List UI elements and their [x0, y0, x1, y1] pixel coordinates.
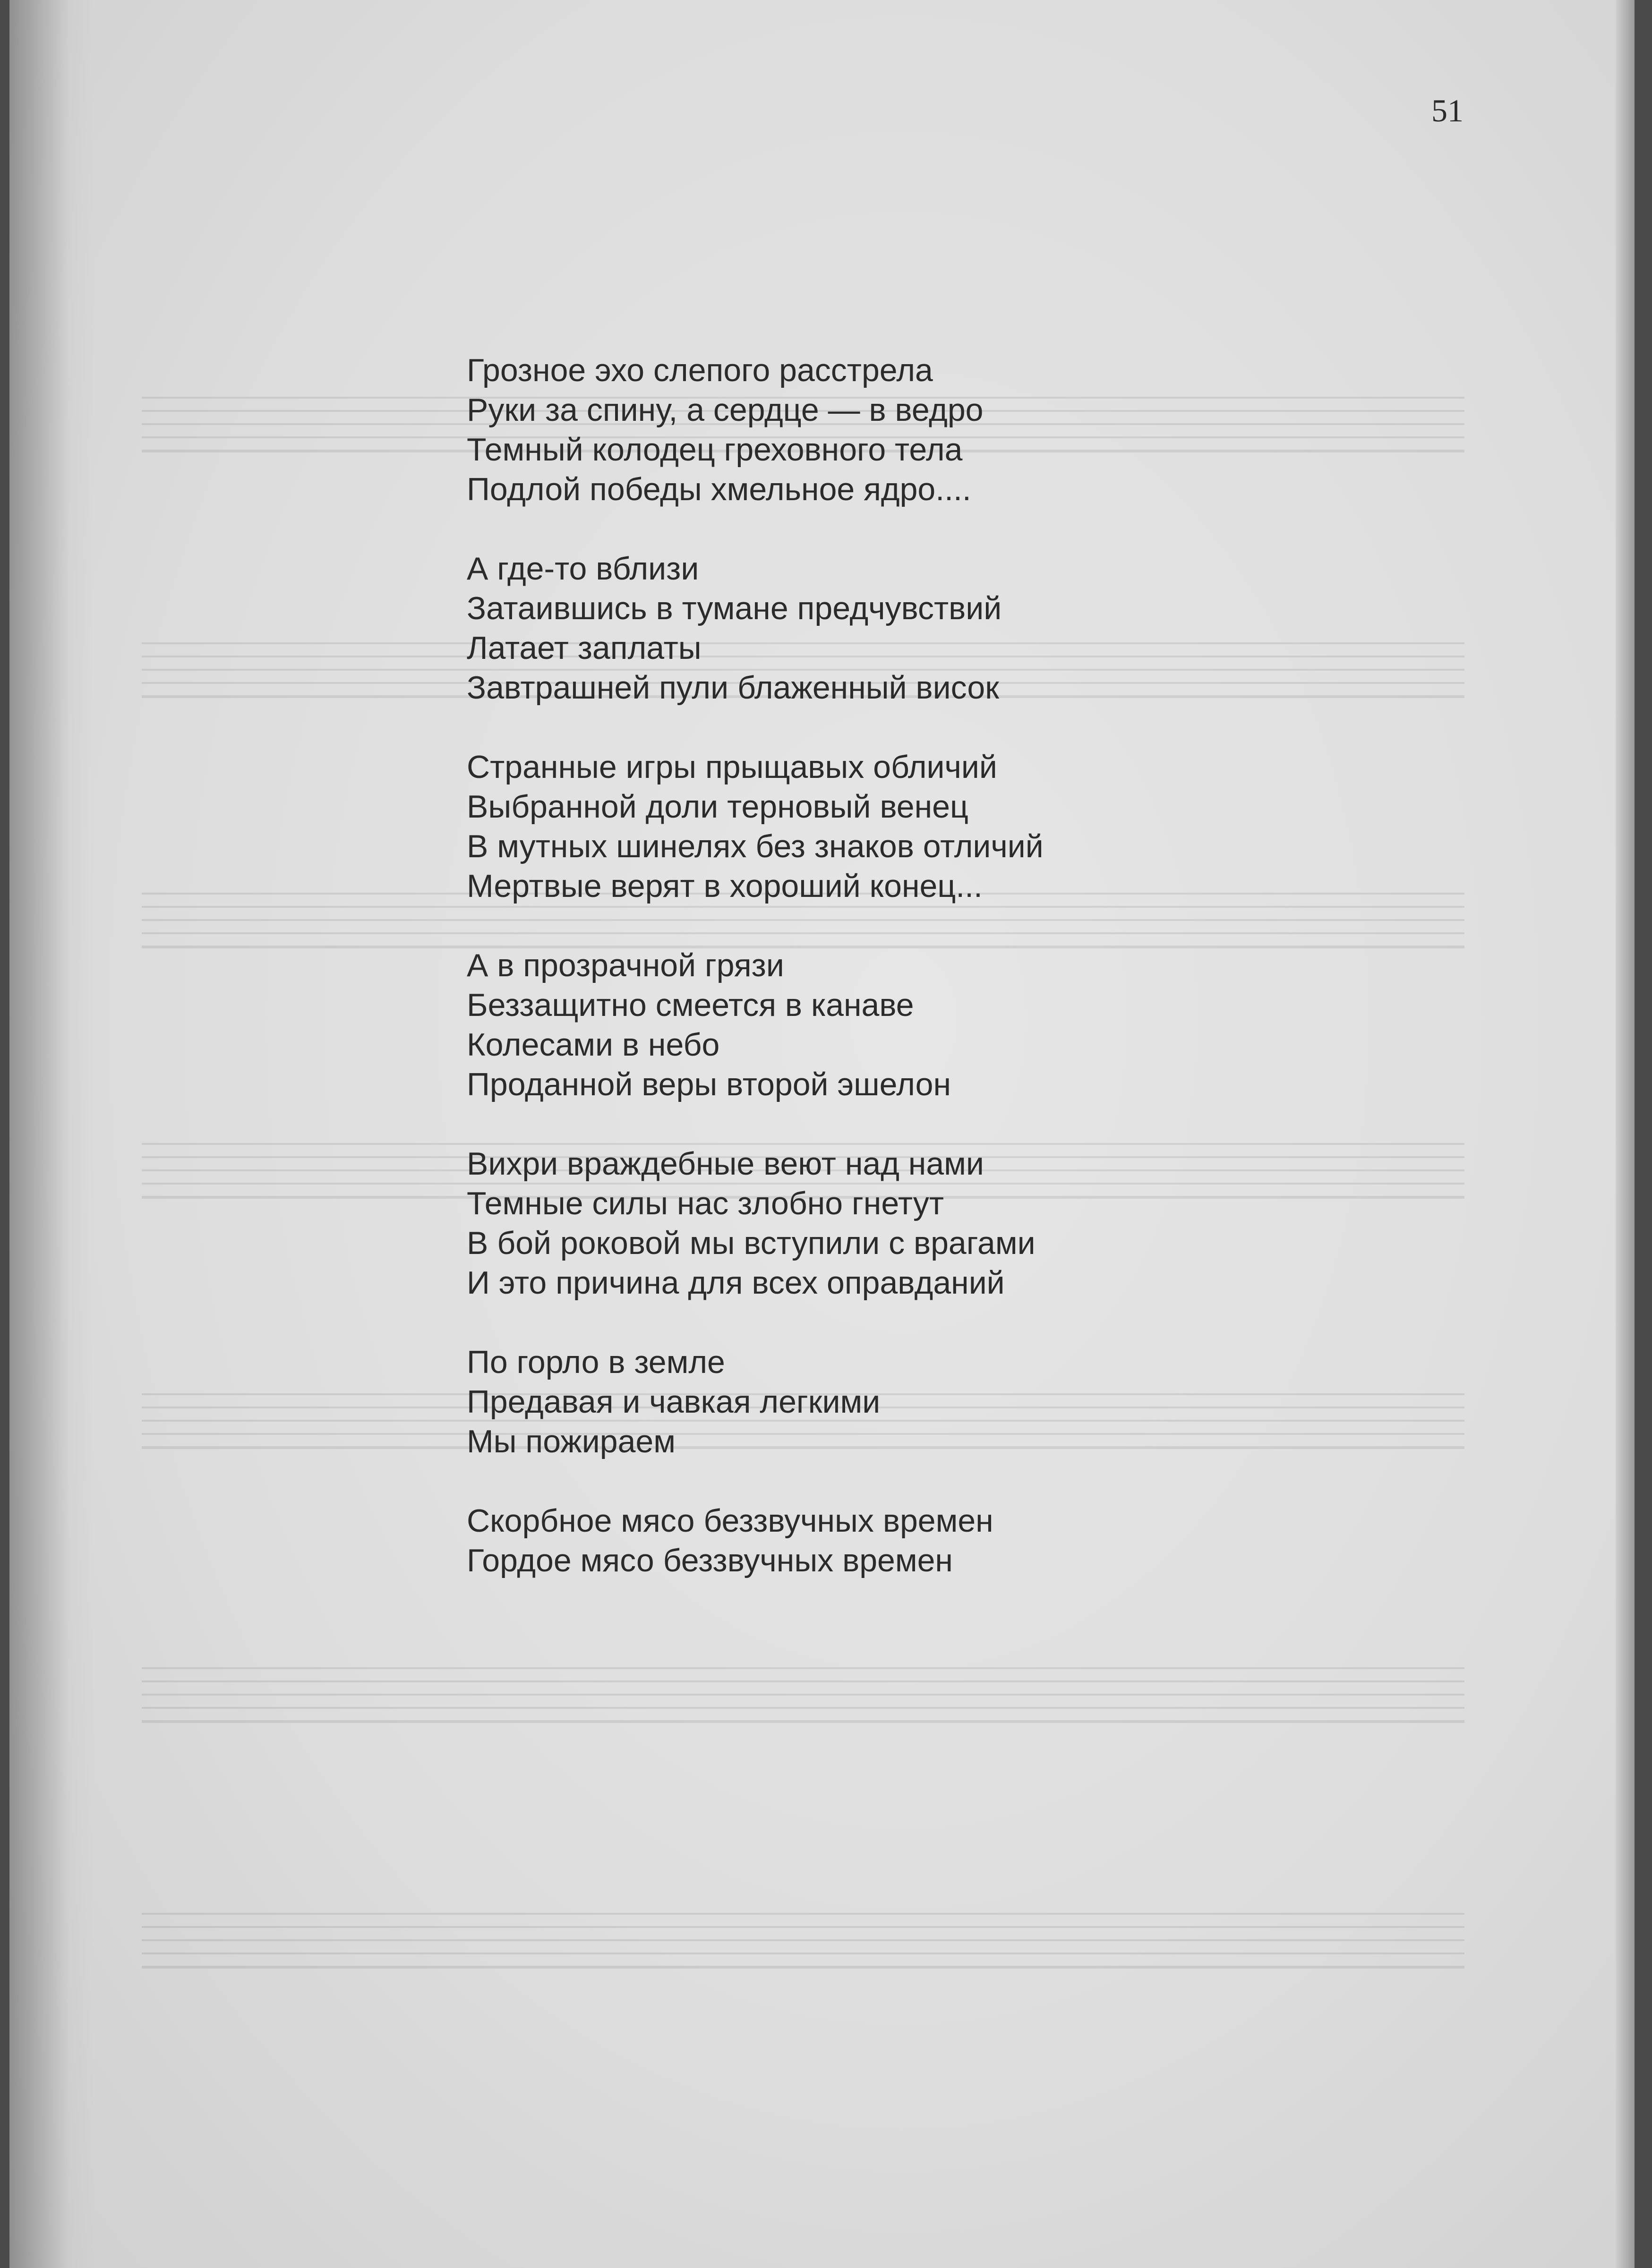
book-page [9, 0, 1635, 2268]
poem-line: А где-то вблизи [467, 551, 699, 587]
poem-line: Подлой победы хмельное ядро.... [467, 471, 971, 507]
poem-line: Темный колодец греховного тела [467, 432, 963, 468]
bleed-staff [142, 1667, 1464, 1723]
poem-line: Скорбное мясо беззвучных времен [467, 1503, 993, 1539]
poem-line: Проданной веры второй эшелон [467, 1066, 951, 1102]
page-edge [1616, 0, 1635, 2268]
poem-line: И это причина для всех оправданий [467, 1265, 1005, 1301]
stanza [467, 350, 1459, 509]
poem-line: Гордое мясо беззвучных времен [467, 1543, 953, 1578]
poem-line: Затаившись в тумане предчувствий [467, 590, 1002, 626]
poem-line: Предавая и чавкая легкими [467, 1384, 881, 1420]
stanza [467, 1144, 1459, 1303]
stanza [467, 747, 1459, 906]
page-number: 51 [1431, 93, 1464, 128]
poem-line: В бой роковой мы вступили с врагами [467, 1225, 1036, 1261]
poem-line: Темные силы нас злобно гнетут [467, 1185, 944, 1221]
poem-line: Выбранной доли терновый венец [467, 789, 968, 825]
poem-line: Завтрашней пули блаженный висок [467, 670, 999, 706]
gutter-shadow [9, 0, 94, 2268]
stanza [467, 1501, 1459, 1580]
poem-line: Вихри враждебные веют над нами [467, 1146, 984, 1182]
stanza [467, 549, 1459, 708]
bleed-staff [142, 1913, 1464, 1969]
poem-line: Мы пожираем [467, 1424, 676, 1459]
stanza [467, 1342, 1459, 1461]
poem [467, 350, 1459, 1620]
poem-line: По горло в земле [467, 1344, 725, 1380]
poem-line: Мертвые верят в хороший конец... [467, 868, 983, 904]
stanza [467, 946, 1459, 1104]
poem-line: Странные игры прыщавых обличий [467, 749, 997, 785]
poem-line: Руки за спину, а сердце — в ведро [467, 392, 984, 428]
poem-line: Беззащитно смеется в канаве [467, 987, 914, 1023]
poem-line: Латает заплаты [467, 630, 702, 666]
poem-line: Колесами в небо [467, 1027, 720, 1063]
poem-line: А в прозрачной грязи [467, 947, 784, 983]
poem-line: Грозное эхо слепого расстрела [467, 352, 933, 388]
poem-line: В мутных шинелях без знаков отличий [467, 828, 1044, 864]
